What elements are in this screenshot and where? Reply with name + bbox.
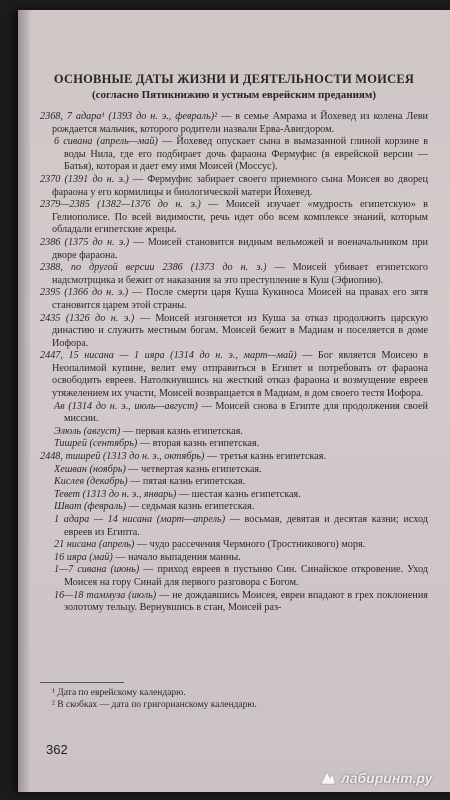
chronology-entry bbox=[40, 174, 428, 199]
entry-date: 6 сивана (апрель—май) bbox=[54, 136, 158, 148]
entry-date: 1—7 сивана (июнь) bbox=[54, 564, 140, 576]
entry-text: — седьмая казнь египетская. bbox=[126, 501, 255, 513]
entry-date: 1 адара — 14 нисана (март—апрель) bbox=[54, 514, 226, 525]
entry-text: — Моисей изгоняется из Куша за отказ продолжить царскую династию и служить местным богам. Моисей бежит в Мадиам и поселяется в доме Иофора. bbox=[52, 312, 429, 349]
chronology-entry bbox=[40, 136, 428, 174]
page-title: ОСНОВНЫЕ ДАТЫ ЖИЗНИ И ДЕЯТЕЛЬНОСТИ МОИСЕЯ bbox=[53, 72, 415, 86]
chronology-entry bbox=[40, 401, 428, 426]
chronology-entry bbox=[40, 350, 428, 400]
page-number: 362 bbox=[46, 742, 68, 757]
entry-date: 2368, 7 адара¹ (1393 до н. э., февраль)² bbox=[40, 111, 218, 122]
chronology-entry bbox=[40, 476, 428, 489]
entry-text: — четвертая казнь египетская. bbox=[125, 463, 262, 475]
entry-date: 16—18 таммуза (июль) bbox=[54, 589, 157, 601]
chronology-entry bbox=[40, 451, 428, 464]
chronology-entry bbox=[40, 590, 428, 615]
entry-date: 2379—2385 (1382—1376 до н. э.) bbox=[40, 199, 201, 211]
entry-text: — Фермуфис забирает своего приемного сына Моисея во дворец фараона у его кормилицы и биологической матери Йохевед. bbox=[52, 173, 429, 198]
chronology-entry bbox=[40, 552, 428, 565]
footnotes bbox=[40, 682, 420, 711]
chronology-entry bbox=[40, 313, 428, 351]
entry-text: — Моисей становится видным вельможей и военачальником при дворе фараона. bbox=[52, 236, 428, 261]
entry-date: Тишрей (сентябрь) bbox=[54, 438, 138, 450]
entry-date: 2448, тишрей (1313 до н. э., октябрь) bbox=[40, 451, 205, 463]
footnote-2: ² В скобках — дата по григорианскому календарю. bbox=[52, 700, 257, 710]
entry-text: — в семье Амрама и Йохевед из колена Леви рождается мальчик, которого родители назвали Ерва-Авигдором. bbox=[52, 111, 428, 135]
entry-date: Хешван (ноябрь) bbox=[54, 463, 126, 475]
entry-text: — восьмая, девятая и десятая казни; исход евреев из Египта. bbox=[64, 514, 428, 538]
entry-text: — приход евреев в пустыню Син. Синайское откровение. Уход Моисея на гору Синай для первого разговора с Богом. bbox=[64, 564, 428, 588]
page-edge-shadow bbox=[18, 10, 30, 792]
entry-text: — третья казнь египетская. bbox=[204, 451, 327, 463]
entry-text: — вторая казнь египетская. bbox=[137, 438, 260, 450]
entry-text: — Моисей изучает «мудрость египетскую» в Гелиополисе. По всей видимости, речь идет обо всем комплексе знаний, которым обладали египетские жрецы. bbox=[52, 199, 428, 236]
entry-text: — Йохевед опускает сына в вымазанной глиной корзине в воды Нила, где его подбирает дочь фараона Фермуфис (в еврейской версии — Батья), которая и дает ему имя Моисей (Моссус). bbox=[64, 136, 429, 173]
entry-date: 2435 (1326 до н. э.) bbox=[40, 312, 135, 324]
entry-date: Шват (февраль) bbox=[54, 501, 127, 513]
labirint-logo-icon bbox=[318, 768, 338, 788]
entry-text: — Моисей убивает египетского надсмотрщика и бежит от наказания за это преступление в Куш (Эфиопию). bbox=[52, 262, 428, 286]
entry-text: — Моисей снова в Египте для продолжения своей миссии. bbox=[64, 400, 428, 425]
entry-text: — чудо рассечения Чермного (Тростникового) моря. bbox=[134, 539, 366, 551]
entry-date: 16 ияра (май) bbox=[54, 551, 113, 563]
entry-date: 2370 (1391 до н. э.) bbox=[40, 173, 129, 185]
watermark bbox=[318, 768, 432, 788]
entry-text: — не дождавшись Моисея, евреи впадают в грех поклонения золотому тельцу. Вернувшись в стан, Моисей раз- bbox=[64, 589, 428, 614]
entry-text: — После смерти царя Куша Кукиноса Моисей на правах его зятя становится царем этой страны. bbox=[52, 287, 428, 311]
entry-text: — начало выпадения манны. bbox=[112, 551, 241, 563]
page-subtitle: (согласно Пятикнижию и устным еврейским преданиям) bbox=[91, 89, 377, 101]
entry-text: — шестая казнь египетская. bbox=[176, 488, 301, 500]
entry-text: — Бог является Моисею в Неопалимой купине, велит ему отправиться в Египет и потребовать от фараона освободить евреев. Натолкнувшись на жесткий отказ фараона и возмущение евреев утяжелением их участи, Моисей возвращается в Мадиам, в дом своего тестя Иофора. bbox=[52, 350, 429, 400]
chronology-entry bbox=[40, 237, 428, 262]
entry-date: Тевет (1313 до н. э., январь) bbox=[54, 488, 177, 500]
entry-date: 2447, 15 нисана — 1 ияра (1314 до н. э., март—май) bbox=[40, 350, 297, 362]
main-content bbox=[40, 72, 428, 615]
chronology-entry bbox=[40, 501, 428, 514]
chronology-entry bbox=[40, 539, 428, 552]
entry-date: 2395 (1366 до н. э.) bbox=[40, 287, 129, 299]
entry-date: Ав (1314 до н. э., июль—август) bbox=[54, 400, 198, 412]
chronology-entry bbox=[40, 464, 428, 477]
watermark-text: лабиринт.ру bbox=[341, 770, 433, 786]
chronology-entry bbox=[40, 426, 428, 439]
entry-date: Элюль (август) bbox=[54, 425, 121, 437]
entry-text: — первая казнь египетская. bbox=[120, 425, 243, 437]
entry-text: — пятая казнь египетская. bbox=[127, 476, 246, 488]
footnote-divider bbox=[40, 682, 124, 683]
chronology-entry bbox=[40, 111, 428, 136]
entry-date: Кислев (декабрь) bbox=[54, 476, 128, 488]
chronology-entry bbox=[40, 489, 428, 502]
entry-date: 2388, по другой версии 2386 (1373 до н. э.) bbox=[40, 262, 267, 274]
chronology-entry bbox=[40, 287, 428, 312]
chronology-entry bbox=[40, 564, 428, 589]
chronology-list bbox=[40, 111, 428, 615]
entry-date: 21 нисана (апрель) bbox=[54, 539, 135, 551]
entry-date: 2386 (1375 до н. э.) bbox=[40, 236, 130, 248]
chronology-entry bbox=[40, 514, 428, 539]
chronology-entry bbox=[40, 199, 428, 237]
chronology-entry bbox=[40, 262, 428, 287]
chronology-entry bbox=[40, 438, 428, 451]
footnote-1: ¹ Дата по еврейскому календарю. bbox=[52, 688, 186, 698]
